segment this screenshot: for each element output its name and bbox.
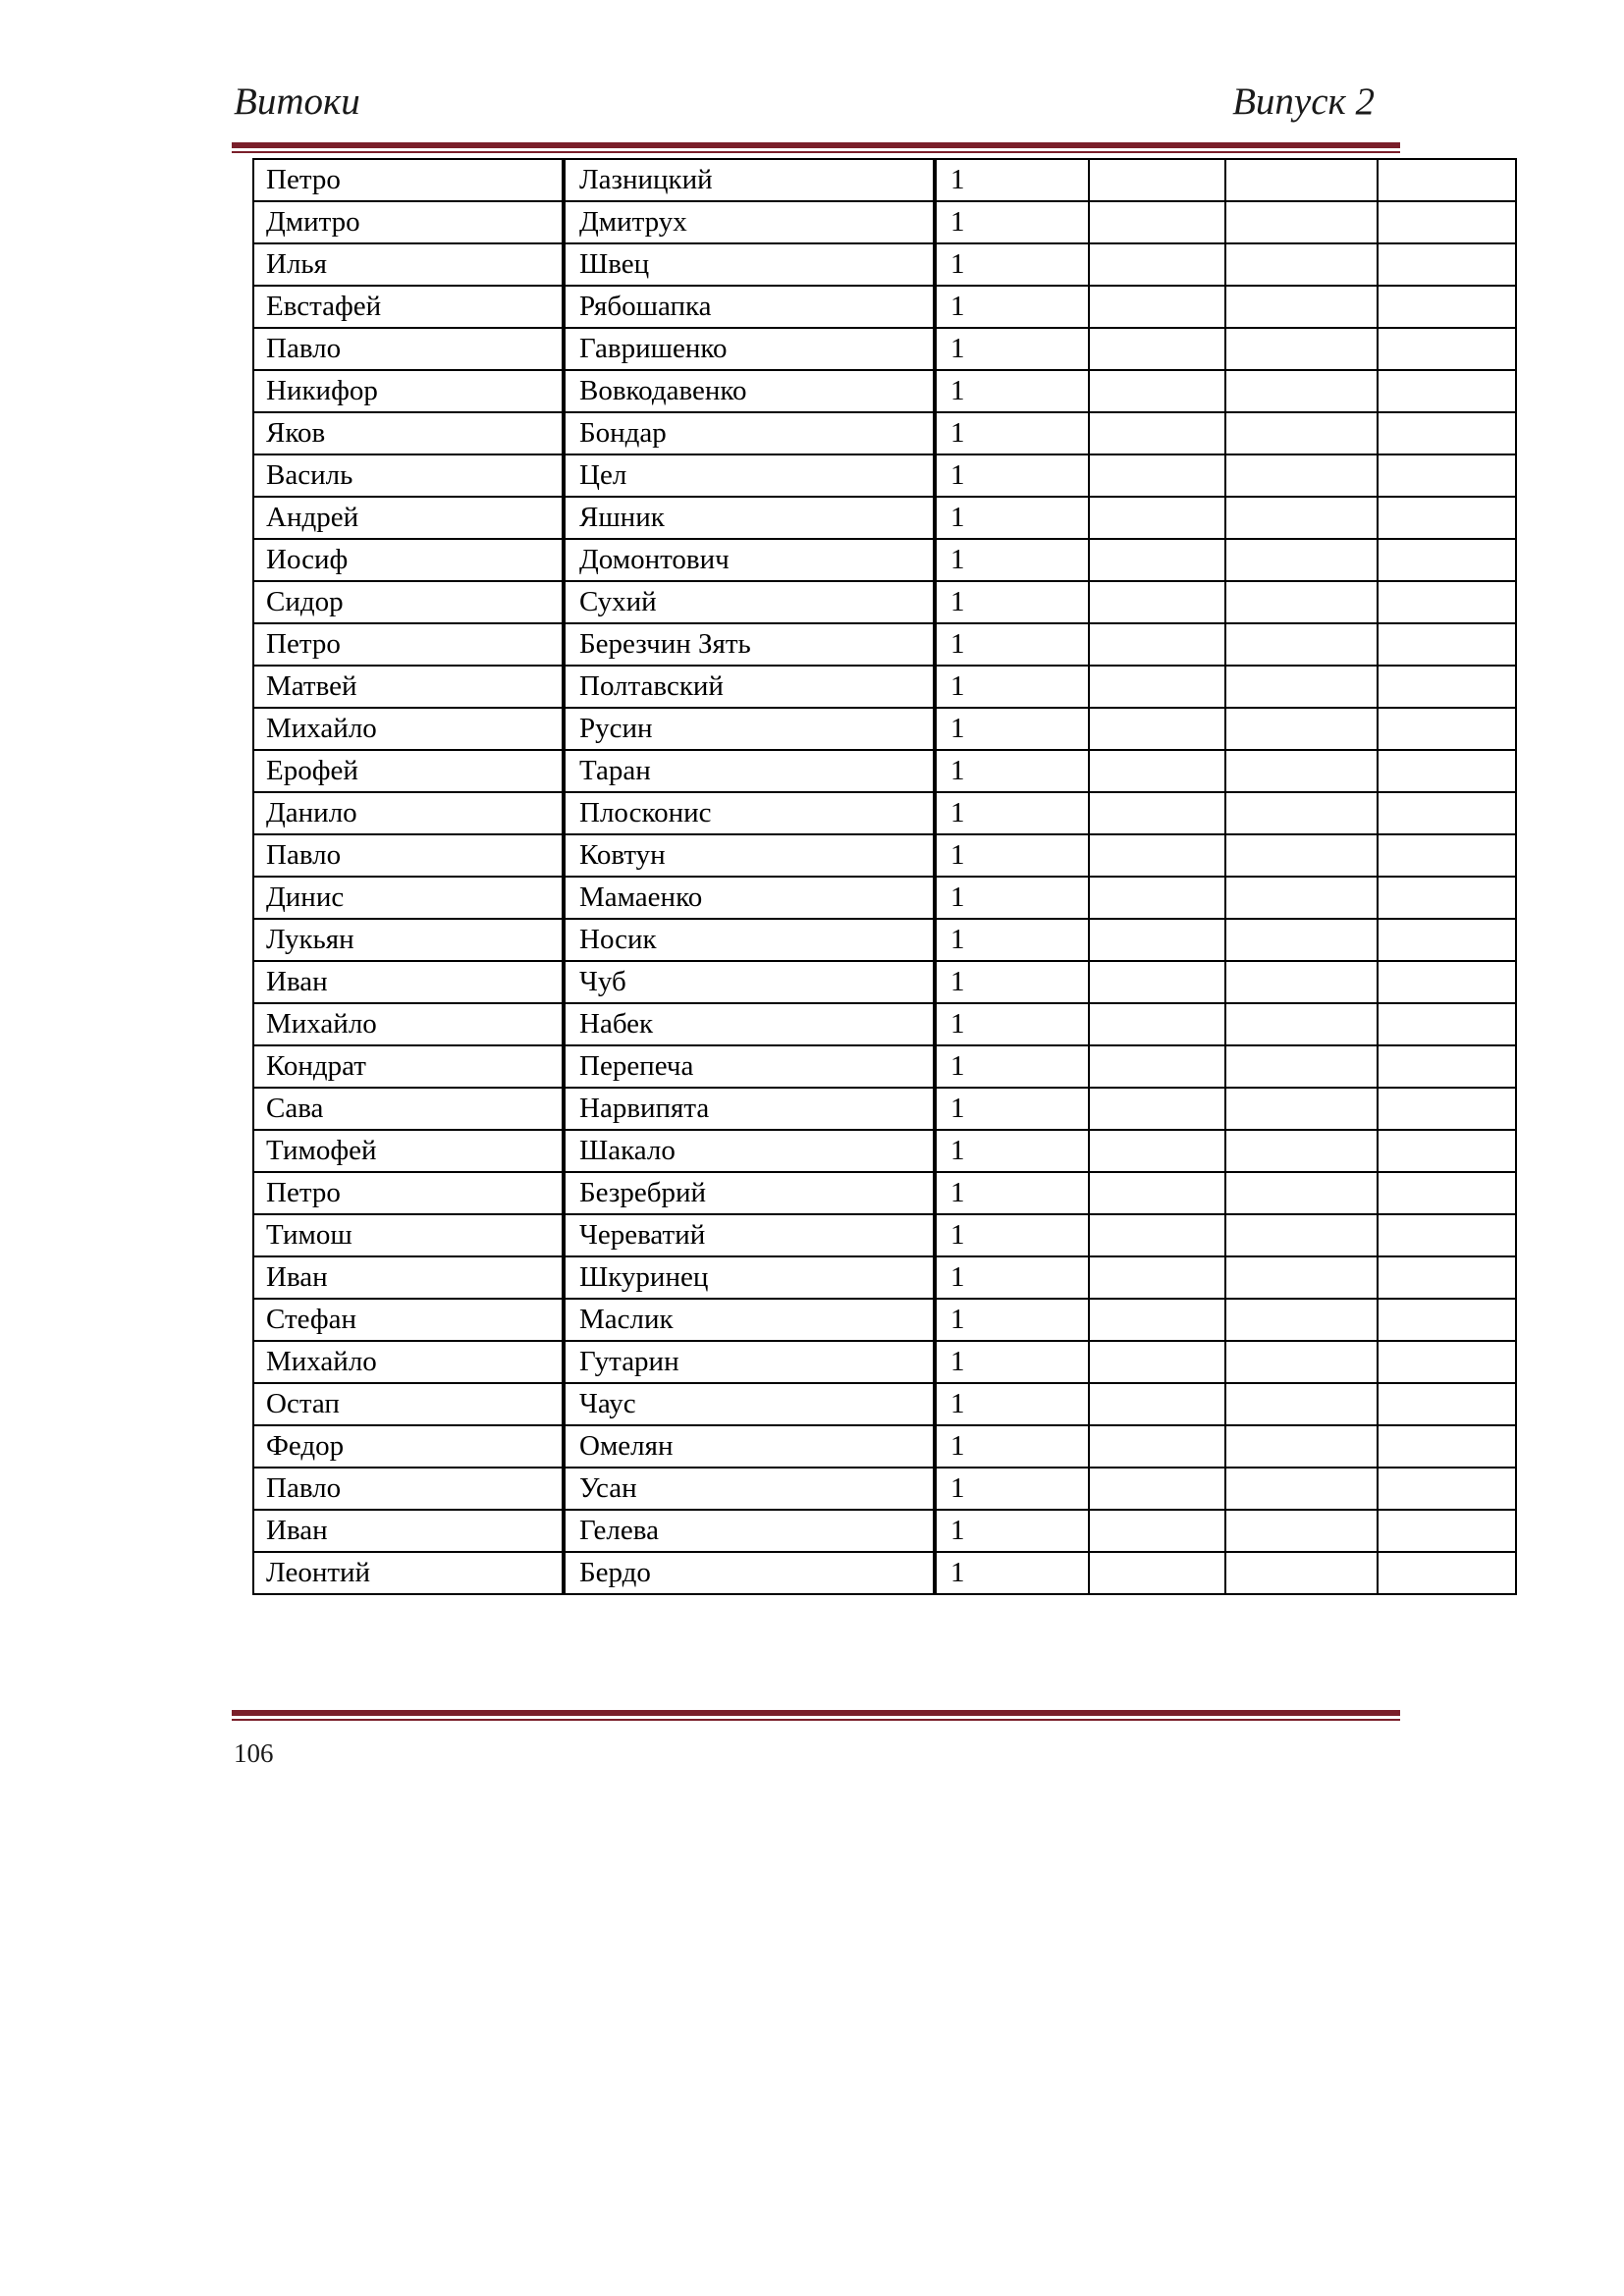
empty-cell (1089, 454, 1225, 497)
empty-cell (1225, 1383, 1378, 1425)
empty-cell (1378, 159, 1516, 201)
empty-cell (1225, 1172, 1378, 1214)
empty-cell (1378, 919, 1516, 961)
empty-cell (1225, 581, 1378, 623)
count-cell: 1 (935, 1299, 1089, 1341)
empty-cell (1378, 1256, 1516, 1299)
empty-cell (1225, 708, 1378, 750)
count-cell: 1 (935, 623, 1089, 666)
last-name-cell: Набек (564, 1003, 935, 1045)
empty-cell (1089, 708, 1225, 750)
table-row (253, 201, 1516, 243)
empty-cell (1378, 1003, 1516, 1045)
table-row (253, 1130, 1516, 1172)
first-name-cell: Никифор (253, 370, 564, 412)
table-row (253, 243, 1516, 286)
empty-cell (1225, 750, 1378, 792)
count-cell: 1 (935, 539, 1089, 581)
count-cell: 1 (935, 708, 1089, 750)
last-name-cell: Шкуринец (564, 1256, 935, 1299)
count-cell: 1 (935, 328, 1089, 370)
empty-cell (1089, 581, 1225, 623)
count-cell: 1 (935, 1425, 1089, 1468)
names-table (252, 158, 1517, 1595)
empty-cell (1225, 1552, 1378, 1594)
first-name-cell: Петро (253, 159, 564, 201)
table-row (253, 328, 1516, 370)
empty-cell (1378, 1425, 1516, 1468)
empty-cell (1089, 497, 1225, 539)
last-name-cell: Березчин Зять (564, 623, 935, 666)
table-row (253, 961, 1516, 1003)
first-name-cell: Кондрат (253, 1045, 564, 1088)
table-row (253, 1045, 1516, 1088)
empty-cell (1378, 497, 1516, 539)
last-name-cell: Гелева (564, 1510, 935, 1552)
empty-cell (1089, 961, 1225, 1003)
table-row (253, 412, 1516, 454)
count-cell: 1 (935, 201, 1089, 243)
empty-cell (1089, 1172, 1225, 1214)
count-cell: 1 (935, 877, 1089, 919)
last-name-cell: Шакало (564, 1130, 935, 1172)
empty-cell (1225, 792, 1378, 834)
empty-cell (1225, 497, 1378, 539)
first-name-cell: Евстафей (253, 286, 564, 328)
empty-cell (1378, 1341, 1516, 1383)
first-name-cell: Сава (253, 1088, 564, 1130)
empty-cell (1225, 1214, 1378, 1256)
first-name-cell: Василь (253, 454, 564, 497)
empty-cell (1225, 834, 1378, 877)
empty-cell (1225, 412, 1378, 454)
first-name-cell: Павло (253, 328, 564, 370)
empty-cell (1225, 243, 1378, 286)
empty-cell (1225, 1510, 1378, 1552)
empty-cell (1378, 1552, 1516, 1594)
last-name-cell: Бердо (564, 1552, 935, 1594)
empty-cell (1378, 328, 1516, 370)
empty-cell (1378, 666, 1516, 708)
empty-cell (1225, 286, 1378, 328)
empty-cell (1089, 1088, 1225, 1130)
last-name-cell: Дмитрух (564, 201, 935, 243)
count-cell: 1 (935, 834, 1089, 877)
last-name-cell: Таран (564, 750, 935, 792)
count-cell: 1 (935, 961, 1089, 1003)
first-name-cell: Михайло (253, 1341, 564, 1383)
last-name-cell: Нарвипята (564, 1088, 935, 1130)
count-cell: 1 (935, 1003, 1089, 1045)
last-name-cell: Цел (564, 454, 935, 497)
last-name-cell: Перепеча (564, 1045, 935, 1088)
last-name-cell: Швец (564, 243, 935, 286)
empty-cell (1089, 1256, 1225, 1299)
count-cell: 1 (935, 159, 1089, 201)
empty-cell (1089, 750, 1225, 792)
page-number: 106 (234, 1738, 274, 1768)
first-name-cell: Иван (253, 961, 564, 1003)
empty-cell (1089, 201, 1225, 243)
last-name-cell: Чаус (564, 1383, 935, 1425)
last-name-cell: Вовкодавенко (564, 370, 935, 412)
count-cell: 1 (935, 750, 1089, 792)
first-name-cell: Динис (253, 877, 564, 919)
empty-cell (1225, 1425, 1378, 1468)
count-cell: 1 (935, 1172, 1089, 1214)
empty-cell (1089, 412, 1225, 454)
first-name-cell: Леонтий (253, 1552, 564, 1594)
empty-cell (1089, 792, 1225, 834)
count-cell: 1 (935, 454, 1089, 497)
empty-cell (1089, 159, 1225, 201)
count-cell: 1 (935, 243, 1089, 286)
empty-cell (1378, 1045, 1516, 1088)
table-row (253, 1214, 1516, 1256)
table-row (253, 286, 1516, 328)
empty-cell (1089, 1214, 1225, 1256)
first-name-cell: Илья (253, 243, 564, 286)
table-row (253, 1468, 1516, 1510)
last-name-cell: Лазницкий (564, 159, 935, 201)
header-rule (232, 142, 1400, 153)
first-name-cell: Лукьян (253, 919, 564, 961)
empty-cell (1378, 1088, 1516, 1130)
count-cell: 1 (935, 286, 1089, 328)
table-row (253, 1341, 1516, 1383)
first-name-cell: Стефан (253, 1299, 564, 1341)
first-name-cell: Павло (253, 834, 564, 877)
table-row (253, 708, 1516, 750)
empty-cell (1225, 961, 1378, 1003)
empty-cell (1378, 201, 1516, 243)
table-row (253, 1383, 1516, 1425)
first-name-cell: Сидор (253, 581, 564, 623)
empty-cell (1225, 1341, 1378, 1383)
count-cell: 1 (935, 919, 1089, 961)
count-cell: 1 (935, 1552, 1089, 1594)
table-row (253, 539, 1516, 581)
last-name-cell: Рябошапка (564, 286, 935, 328)
empty-cell (1089, 328, 1225, 370)
table-row (253, 454, 1516, 497)
empty-cell (1378, 539, 1516, 581)
empty-cell (1225, 623, 1378, 666)
empty-cell (1089, 1341, 1225, 1383)
table-row (253, 1256, 1516, 1299)
table-row (253, 1510, 1516, 1552)
table-row (253, 877, 1516, 919)
last-name-cell: Гавришенко (564, 328, 935, 370)
last-name-cell: Бондар (564, 412, 935, 454)
table-row (253, 750, 1516, 792)
empty-cell (1378, 581, 1516, 623)
empty-cell (1378, 792, 1516, 834)
empty-cell (1225, 1003, 1378, 1045)
first-name-cell: Данило (253, 792, 564, 834)
empty-cell (1089, 1510, 1225, 1552)
empty-cell (1089, 1003, 1225, 1045)
last-name-cell: Ковтун (564, 834, 935, 877)
empty-cell (1089, 1552, 1225, 1594)
last-name-cell: Маслик (564, 1299, 935, 1341)
empty-cell (1378, 370, 1516, 412)
table-row (253, 1003, 1516, 1045)
count-cell: 1 (935, 412, 1089, 454)
empty-cell (1225, 454, 1378, 497)
empty-cell (1225, 666, 1378, 708)
empty-cell (1225, 201, 1378, 243)
empty-cell (1089, 1468, 1225, 1510)
table-row (253, 666, 1516, 708)
empty-cell (1089, 834, 1225, 877)
empty-cell (1089, 370, 1225, 412)
empty-cell (1225, 1088, 1378, 1130)
count-cell: 1 (935, 1256, 1089, 1299)
count-cell: 1 (935, 1510, 1089, 1552)
count-cell: 1 (935, 792, 1089, 834)
empty-cell (1378, 243, 1516, 286)
empty-cell (1378, 1510, 1516, 1552)
empty-cell (1089, 919, 1225, 961)
empty-cell (1378, 412, 1516, 454)
empty-cell (1378, 1468, 1516, 1510)
empty-cell (1089, 1130, 1225, 1172)
first-name-cell: Дмитро (253, 201, 564, 243)
empty-cell (1378, 454, 1516, 497)
last-name-cell: Череватий (564, 1214, 935, 1256)
header-issue: Випуск 2 (1232, 80, 1375, 123)
first-name-cell: Тимофей (253, 1130, 564, 1172)
count-cell: 1 (935, 666, 1089, 708)
empty-cell (1225, 159, 1378, 201)
count-cell: 1 (935, 1214, 1089, 1256)
first-name-cell: Остап (253, 1383, 564, 1425)
page-header (234, 75, 1375, 130)
count-cell: 1 (935, 581, 1089, 623)
empty-cell (1225, 370, 1378, 412)
last-name-cell: Носик (564, 919, 935, 961)
empty-cell (1225, 1468, 1378, 1510)
last-name-cell: Яшник (564, 497, 935, 539)
table-row (253, 834, 1516, 877)
empty-cell (1225, 1256, 1378, 1299)
first-name-cell: Тимош (253, 1214, 564, 1256)
table-row (253, 1172, 1516, 1214)
first-name-cell: Петро (253, 1172, 564, 1214)
table-row (253, 581, 1516, 623)
empty-cell (1378, 1383, 1516, 1425)
empty-cell (1378, 708, 1516, 750)
last-name-cell: Чуб (564, 961, 935, 1003)
empty-cell (1378, 1172, 1516, 1214)
count-cell: 1 (935, 1468, 1089, 1510)
last-name-cell: Безребрий (564, 1172, 935, 1214)
count-cell: 1 (935, 1383, 1089, 1425)
table-row (253, 1299, 1516, 1341)
empty-cell (1225, 877, 1378, 919)
count-cell: 1 (935, 1341, 1089, 1383)
table-row (253, 919, 1516, 961)
first-name-cell: Андрей (253, 497, 564, 539)
footer-rule (232, 1710, 1400, 1721)
first-name-cell: Ерофей (253, 750, 564, 792)
table-row (253, 623, 1516, 666)
empty-cell (1378, 1130, 1516, 1172)
first-name-cell: Павло (253, 1468, 564, 1510)
empty-cell (1378, 1214, 1516, 1256)
last-name-cell: Усан (564, 1468, 935, 1510)
last-name-cell: Домонтович (564, 539, 935, 581)
empty-cell (1089, 877, 1225, 919)
empty-cell (1089, 1299, 1225, 1341)
empty-cell (1225, 1299, 1378, 1341)
count-cell: 1 (935, 1130, 1089, 1172)
empty-cell (1089, 666, 1225, 708)
first-name-cell: Иван (253, 1256, 564, 1299)
empty-cell (1089, 243, 1225, 286)
table-row (253, 497, 1516, 539)
empty-cell (1089, 539, 1225, 581)
count-cell: 1 (935, 1088, 1089, 1130)
table-row (253, 1552, 1516, 1594)
empty-cell (1225, 1130, 1378, 1172)
last-name-cell: Полтавский (564, 666, 935, 708)
empty-cell (1378, 286, 1516, 328)
empty-cell (1378, 834, 1516, 877)
empty-cell (1378, 623, 1516, 666)
first-name-cell: Михайло (253, 708, 564, 750)
last-name-cell: Русин (564, 708, 935, 750)
count-cell: 1 (935, 370, 1089, 412)
empty-cell (1378, 877, 1516, 919)
empty-cell (1089, 1425, 1225, 1468)
first-name-cell: Яков (253, 412, 564, 454)
empty-cell (1089, 286, 1225, 328)
empty-cell (1378, 1299, 1516, 1341)
empty-cell (1225, 539, 1378, 581)
empty-cell (1225, 919, 1378, 961)
table-row (253, 370, 1516, 412)
first-name-cell: Иосиф (253, 539, 564, 581)
first-name-cell: Михайло (253, 1003, 564, 1045)
empty-cell (1089, 1045, 1225, 1088)
empty-cell (1378, 750, 1516, 792)
first-name-cell: Петро (253, 623, 564, 666)
count-cell: 1 (935, 497, 1089, 539)
last-name-cell: Плосконис (564, 792, 935, 834)
first-name-cell: Федор (253, 1425, 564, 1468)
empty-cell (1225, 328, 1378, 370)
first-name-cell: Иван (253, 1510, 564, 1552)
count-cell: 1 (935, 1045, 1089, 1088)
names-table-body (253, 159, 1516, 1594)
table-row (253, 1425, 1516, 1468)
header-title: Витоки (234, 80, 360, 123)
first-name-cell: Матвей (253, 666, 564, 708)
empty-cell (1378, 961, 1516, 1003)
last-name-cell: Гутарин (564, 1341, 935, 1383)
table-row (253, 159, 1516, 201)
empty-cell (1089, 623, 1225, 666)
table-row (253, 1088, 1516, 1130)
last-name-cell: Сухий (564, 581, 935, 623)
names-table-container (252, 158, 1515, 1595)
table-row (253, 792, 1516, 834)
empty-cell (1089, 1383, 1225, 1425)
empty-cell (1225, 1045, 1378, 1088)
last-name-cell: Омелян (564, 1425, 935, 1468)
last-name-cell: Мамаенко (564, 877, 935, 919)
